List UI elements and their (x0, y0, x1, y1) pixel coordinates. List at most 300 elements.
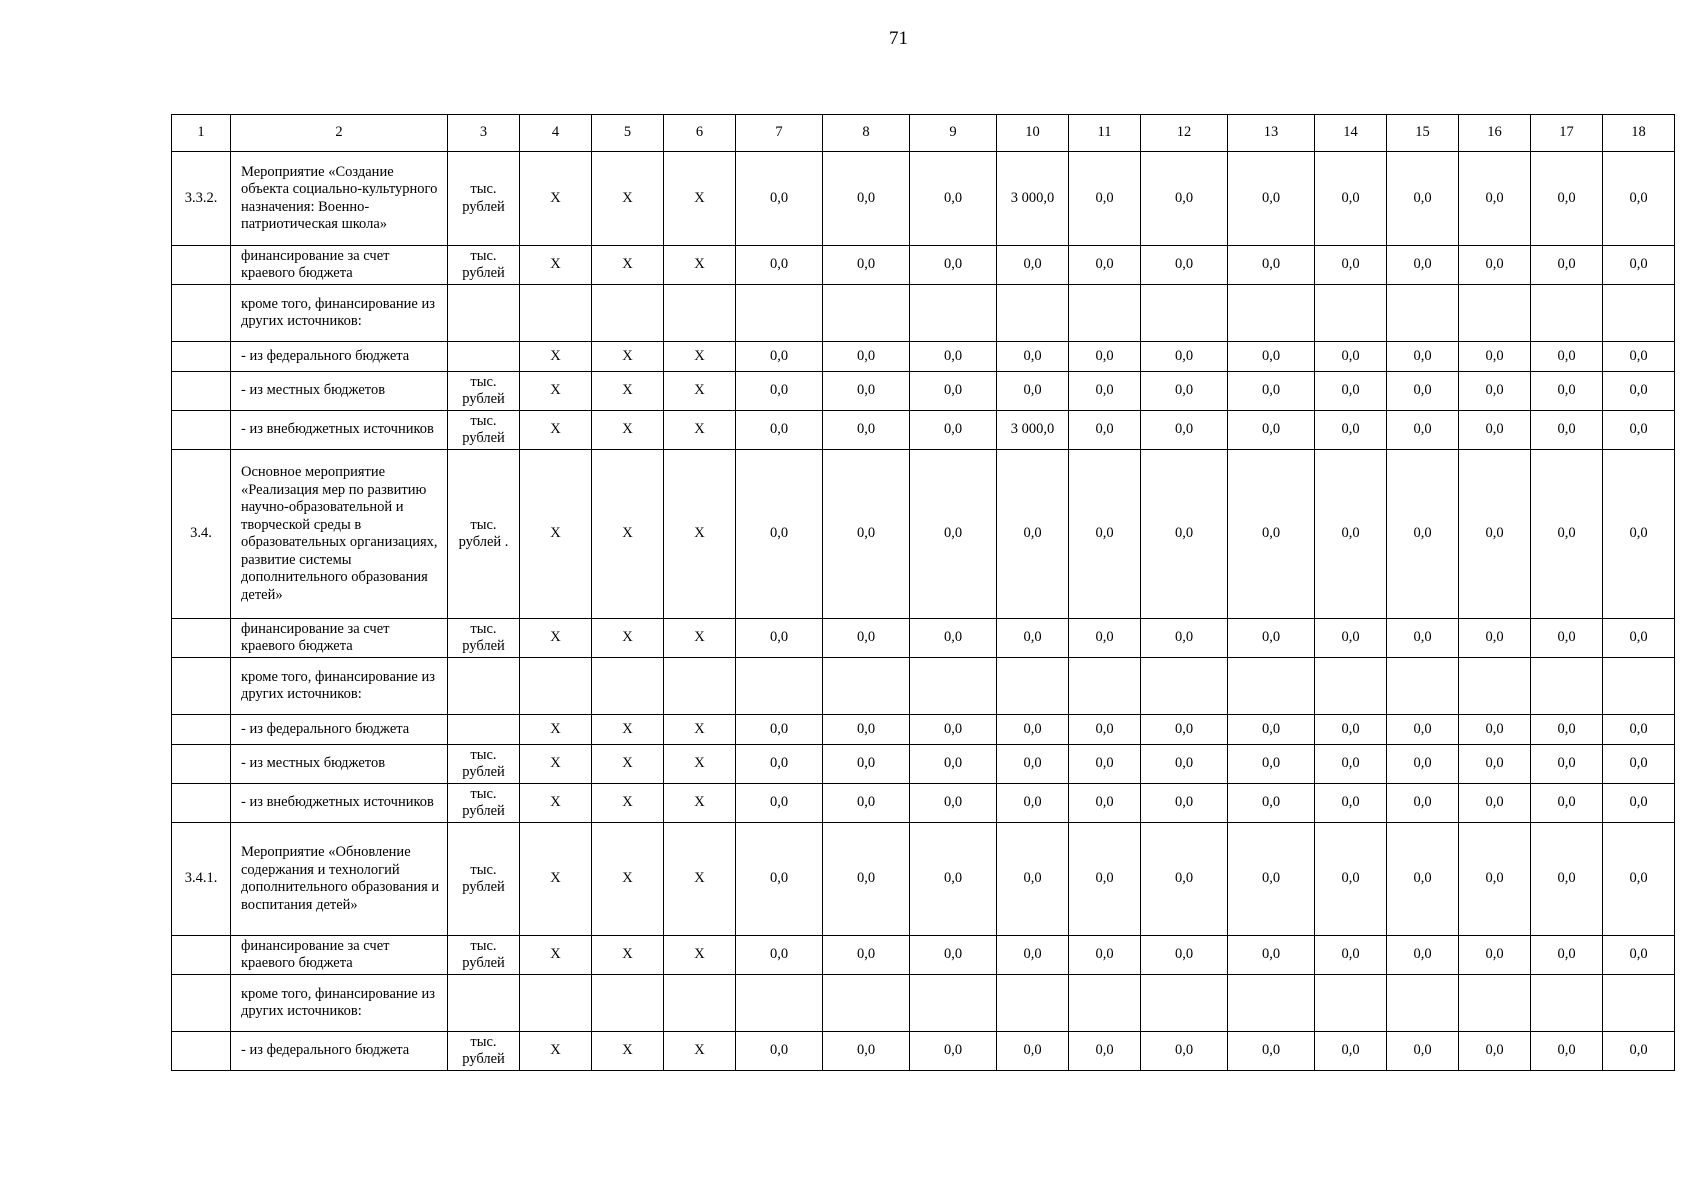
row-unit: тыс. рублей . (448, 450, 520, 619)
row-value-cell (664, 285, 736, 342)
row-value-cell: 0,0 (1069, 823, 1141, 936)
row-value-cell: 0,0 (1531, 823, 1603, 936)
table-body (172, 115, 1675, 1071)
row-value-cell: 0,0 (1315, 936, 1387, 975)
row-value-cell (1315, 285, 1387, 342)
row-value-cell (1531, 285, 1603, 342)
row-value-cell: 0,0 (1531, 784, 1603, 823)
row-value-cell (1141, 658, 1228, 715)
row-value-cell: 0,0 (736, 715, 823, 745)
row-value-cell (520, 285, 592, 342)
row-value-cell: 0,0 (1069, 450, 1141, 619)
row-value-cell: 0,0 (1459, 1032, 1531, 1071)
row-value-cell (1531, 658, 1603, 715)
row-value-cell (1228, 658, 1315, 715)
row-value-cell (520, 975, 592, 1032)
row-value-cell (823, 975, 910, 1032)
row-value-cell: 0,0 (1603, 450, 1675, 619)
row-unit: тыс. рублей (448, 411, 520, 450)
row-value-cell: 0,0 (1603, 619, 1675, 658)
column-header: 4 (520, 115, 592, 152)
column-header: 16 (1459, 115, 1531, 152)
row-name: Мероприятие «Создание объекта социально-культурного назначения: Военно-патриотическая школа» (231, 152, 448, 246)
row-value-cell: 0,0 (823, 411, 910, 450)
row-value-cell: 0,0 (1228, 823, 1315, 936)
row-value-cell (664, 975, 736, 1032)
row-value-cell: 0,0 (1228, 619, 1315, 658)
row-name: финансирование за счет краевого бюджета (231, 936, 448, 975)
row-value-cell: X (520, 246, 592, 285)
row-value-cell: 0,0 (1228, 1032, 1315, 1071)
row-value-cell: 0,0 (1228, 342, 1315, 372)
row-value-cell: X (520, 372, 592, 411)
row-code (172, 936, 231, 975)
row-code: 3.3.2. (172, 152, 231, 246)
row-value-cell: 0,0 (1069, 1032, 1141, 1071)
row-value-cell: 0,0 (1315, 619, 1387, 658)
row-unit: тыс. рублей (448, 745, 520, 784)
row-value-cell: 0,0 (1387, 246, 1459, 285)
row-unit: тыс. рублей (448, 152, 520, 246)
row-value-cell: 0,0 (1069, 784, 1141, 823)
row-value-cell: 0,0 (1315, 823, 1387, 936)
row-value-cell: X (664, 784, 736, 823)
row-value-cell: 0,0 (736, 246, 823, 285)
row-value-cell: X (664, 745, 736, 784)
column-header: 3 (448, 115, 520, 152)
row-value-cell: 0,0 (823, 936, 910, 975)
row-value-cell: 0,0 (997, 745, 1069, 784)
row-value-cell: 0,0 (1315, 450, 1387, 619)
row-value-cell: 0,0 (1387, 342, 1459, 372)
row-value-cell: 0,0 (1141, 372, 1228, 411)
table-row (172, 823, 1675, 936)
row-value-cell (1531, 975, 1603, 1032)
row-value-cell (1069, 975, 1141, 1032)
row-value-cell: 0,0 (736, 619, 823, 658)
row-value-cell: 0,0 (910, 450, 997, 619)
row-value-cell: X (520, 745, 592, 784)
row-value-cell: X (592, 342, 664, 372)
row-value-cell: 0,0 (1228, 936, 1315, 975)
column-header: 14 (1315, 115, 1387, 152)
row-value-cell: 0,0 (1141, 936, 1228, 975)
column-header: 13 (1228, 115, 1315, 152)
column-header: 11 (1069, 115, 1141, 152)
row-name: - из внебюджетных источников (231, 784, 448, 823)
row-value-cell: 0,0 (1228, 784, 1315, 823)
row-value-cell: 0,0 (823, 152, 910, 246)
row-value-cell: X (592, 784, 664, 823)
row-value-cell: 0,0 (823, 823, 910, 936)
row-value-cell: 0,0 (997, 342, 1069, 372)
row-value-cell: X (520, 411, 592, 450)
row-value-cell: X (664, 619, 736, 658)
row-code (172, 1032, 231, 1071)
row-name: - из федерального бюджета (231, 715, 448, 745)
row-name: финансирование за счет краевого бюджета (231, 619, 448, 658)
row-unit (448, 285, 520, 342)
row-value-cell: 0,0 (1459, 715, 1531, 745)
column-header: 8 (823, 115, 910, 152)
row-name: - из внебюджетных источников (231, 411, 448, 450)
row-value-cell: 0,0 (1069, 411, 1141, 450)
row-value-cell: X (520, 342, 592, 372)
row-value-cell (823, 658, 910, 715)
row-value-cell: 0,0 (1228, 411, 1315, 450)
row-value-cell: 0,0 (823, 342, 910, 372)
row-code (172, 285, 231, 342)
row-value-cell: 0,0 (997, 715, 1069, 745)
row-value-cell: 0,0 (1069, 619, 1141, 658)
row-value-cell: 0,0 (1531, 152, 1603, 246)
row-value-cell: 0,0 (736, 1032, 823, 1071)
row-value-cell: X (592, 715, 664, 745)
row-value-cell: 0,0 (997, 823, 1069, 936)
row-value-cell: 0,0 (1531, 372, 1603, 411)
row-value-cell: 0,0 (910, 246, 997, 285)
row-value-cell (910, 285, 997, 342)
column-header: 7 (736, 115, 823, 152)
row-value-cell: 0,0 (1141, 619, 1228, 658)
row-value-cell: 0,0 (997, 1032, 1069, 1071)
row-value-cell: 0,0 (997, 450, 1069, 619)
row-value-cell: 0,0 (1531, 342, 1603, 372)
column-header: 18 (1603, 115, 1675, 152)
table-row (172, 152, 1675, 246)
row-value-cell: X (520, 823, 592, 936)
row-value-cell: 0,0 (1228, 450, 1315, 619)
row-value-cell: 0,0 (736, 823, 823, 936)
row-value-cell: 0,0 (736, 342, 823, 372)
row-value-cell: X (592, 246, 664, 285)
row-code (172, 975, 231, 1032)
row-value-cell: 0,0 (1141, 246, 1228, 285)
row-value-cell: 0,0 (1141, 823, 1228, 936)
row-value-cell: 0,0 (1387, 411, 1459, 450)
row-value-cell: X (592, 450, 664, 619)
row-value-cell: X (520, 715, 592, 745)
row-code (172, 619, 231, 658)
row-value-cell: 0,0 (736, 784, 823, 823)
row-value-cell (736, 658, 823, 715)
row-value-cell: 0,0 (1387, 152, 1459, 246)
row-value-cell: 0,0 (1141, 450, 1228, 619)
row-value-cell (520, 658, 592, 715)
row-code (172, 784, 231, 823)
row-value-cell: 0,0 (823, 450, 910, 619)
row-value-cell: 0,0 (1387, 372, 1459, 411)
row-value-cell (736, 285, 823, 342)
table-row (172, 715, 1675, 745)
row-value-cell: 0,0 (1387, 745, 1459, 784)
row-value-cell: X (664, 715, 736, 745)
row-value-cell: X (592, 745, 664, 784)
row-value-cell: 0,0 (1603, 784, 1675, 823)
row-value-cell: 0,0 (1315, 1032, 1387, 1071)
table-row (172, 285, 1675, 342)
row-value-cell: 0,0 (1387, 936, 1459, 975)
row-value-cell: X (592, 619, 664, 658)
row-value-cell: 0,0 (910, 745, 997, 784)
row-code (172, 411, 231, 450)
row-value-cell: X (520, 936, 592, 975)
row-value-cell: 0,0 (1531, 936, 1603, 975)
row-value-cell (1459, 658, 1531, 715)
row-value-cell: 0,0 (1603, 152, 1675, 246)
row-value-cell (592, 285, 664, 342)
row-value-cell: 0,0 (1603, 936, 1675, 975)
row-value-cell (1315, 658, 1387, 715)
row-value-cell: 0,0 (1603, 823, 1675, 936)
row-value-cell: 0,0 (910, 1032, 997, 1071)
row-value-cell: 0,0 (1228, 246, 1315, 285)
row-value-cell: 0,0 (1387, 1032, 1459, 1071)
row-value-cell: 0,0 (1603, 246, 1675, 285)
row-value-cell: 0,0 (1141, 342, 1228, 372)
row-code: 3.4.1. (172, 823, 231, 936)
row-value-cell: X (664, 411, 736, 450)
row-value-cell: 0,0 (1459, 450, 1531, 619)
row-name: финансирование за счет краевого бюджета (231, 246, 448, 285)
row-value-cell (1141, 285, 1228, 342)
row-value-cell: 0,0 (1603, 715, 1675, 745)
row-value-cell: 0,0 (1603, 342, 1675, 372)
row-value-cell (736, 975, 823, 1032)
row-value-cell: 0,0 (910, 823, 997, 936)
row-value-cell: X (592, 936, 664, 975)
row-value-cell (1459, 975, 1531, 1032)
row-value-cell: 0,0 (823, 1032, 910, 1071)
row-value-cell: 0,0 (1603, 372, 1675, 411)
row-value-cell: 0,0 (997, 372, 1069, 411)
table-row (172, 1032, 1675, 1071)
table-row (172, 450, 1675, 619)
row-value-cell: X (664, 342, 736, 372)
row-value-cell (1069, 285, 1141, 342)
row-value-cell: 0,0 (823, 784, 910, 823)
column-header: 9 (910, 115, 997, 152)
row-value-cell (997, 658, 1069, 715)
row-unit: тыс. рублей (448, 372, 520, 411)
column-header: 1 (172, 115, 231, 152)
row-value-cell: 0,0 (910, 342, 997, 372)
row-value-cell (592, 975, 664, 1032)
row-value-cell: 0,0 (1228, 745, 1315, 784)
table-row (172, 658, 1675, 715)
row-name: - из федерального бюджета (231, 342, 448, 372)
row-value-cell: 0,0 (736, 936, 823, 975)
row-value-cell (1603, 285, 1675, 342)
row-name: кроме того, финансирование из других источников: (231, 658, 448, 715)
row-value-cell (1603, 658, 1675, 715)
row-value-cell: 0,0 (910, 619, 997, 658)
row-value-cell: X (592, 1032, 664, 1071)
row-value-cell: 0,0 (1228, 372, 1315, 411)
row-unit (448, 658, 520, 715)
row-value-cell: X (592, 152, 664, 246)
row-value-cell: 0,0 (1069, 745, 1141, 784)
row-value-cell: 0,0 (823, 246, 910, 285)
column-header: 5 (592, 115, 664, 152)
row-value-cell: 0,0 (910, 411, 997, 450)
row-value-cell: 0,0 (1069, 152, 1141, 246)
row-unit: тыс. рублей (448, 784, 520, 823)
page-number: 71 (889, 28, 908, 49)
row-value-cell: 0,0 (910, 936, 997, 975)
row-value-cell: 0,0 (1531, 715, 1603, 745)
row-value-cell: X (592, 372, 664, 411)
table-row (172, 246, 1675, 285)
row-value-cell (997, 975, 1069, 1032)
table-row (172, 936, 1675, 975)
row-value-cell: 0,0 (1141, 784, 1228, 823)
row-value-cell: 0,0 (1603, 1032, 1675, 1071)
row-value-cell (1387, 285, 1459, 342)
row-value-cell: 0,0 (1603, 745, 1675, 784)
table-row (172, 411, 1675, 450)
row-value-cell (1315, 975, 1387, 1032)
row-value-cell: X (520, 619, 592, 658)
column-header: 12 (1141, 115, 1228, 152)
row-value-cell: X (520, 1032, 592, 1071)
row-value-cell: 0,0 (1459, 784, 1531, 823)
row-code (172, 715, 231, 745)
row-value-cell: 0,0 (910, 372, 997, 411)
row-value-cell: 0,0 (1459, 246, 1531, 285)
row-value-cell: 0,0 (1387, 784, 1459, 823)
row-value-cell: 0,0 (1069, 715, 1141, 745)
row-unit (448, 715, 520, 745)
row-unit (448, 975, 520, 1032)
row-value-cell: 0,0 (1459, 619, 1531, 658)
row-value-cell: 0,0 (1228, 715, 1315, 745)
row-value-cell: 0,0 (1141, 411, 1228, 450)
row-value-cell: 0,0 (910, 784, 997, 823)
row-value-cell: 0,0 (1387, 715, 1459, 745)
row-value-cell: 0,0 (1315, 745, 1387, 784)
row-value-cell: 0,0 (1459, 411, 1531, 450)
row-code (172, 342, 231, 372)
row-value-cell: 0,0 (1531, 246, 1603, 285)
row-value-cell: 0,0 (1069, 936, 1141, 975)
row-name: кроме того, финансирование из других источников: (231, 285, 448, 342)
row-value-cell: 0,0 (736, 745, 823, 784)
row-value-cell: 0,0 (736, 152, 823, 246)
row-value-cell: 0,0 (1141, 715, 1228, 745)
row-value-cell: 0,0 (823, 745, 910, 784)
row-unit (448, 342, 520, 372)
row-value-cell: 0,0 (1387, 619, 1459, 658)
row-value-cell: X (664, 450, 736, 619)
row-value-cell: 0,0 (1228, 152, 1315, 246)
row-value-cell: 0,0 (1531, 745, 1603, 784)
table-row (172, 975, 1675, 1032)
row-value-cell (997, 285, 1069, 342)
row-value-cell: X (520, 784, 592, 823)
column-header: 6 (664, 115, 736, 152)
row-value-cell: X (664, 823, 736, 936)
column-header: 17 (1531, 115, 1603, 152)
table-row (172, 372, 1675, 411)
row-value-cell (1228, 285, 1315, 342)
column-header: 10 (997, 115, 1069, 152)
row-value-cell: 0,0 (1531, 450, 1603, 619)
row-value-cell: 0,0 (1315, 152, 1387, 246)
row-value-cell: 0,0 (1315, 372, 1387, 411)
row-value-cell: 0,0 (1459, 823, 1531, 936)
row-code (172, 372, 231, 411)
row-name: кроме того, финансирование из других источников: (231, 975, 448, 1032)
row-value-cell: 0,0 (1387, 823, 1459, 936)
row-value-cell: 0,0 (1531, 619, 1603, 658)
row-value-cell (1603, 975, 1675, 1032)
row-value-cell: 0,0 (1603, 411, 1675, 450)
row-value-cell: 0,0 (997, 784, 1069, 823)
row-value-cell: 3 000,0 (997, 411, 1069, 450)
row-name: Мероприятие «Обновление содержания и технологий дополнительного образования и воспитания детей» (231, 823, 448, 936)
column-header: 15 (1387, 115, 1459, 152)
row-value-cell (1459, 285, 1531, 342)
row-value-cell (1387, 658, 1459, 715)
row-value-cell (1069, 658, 1141, 715)
row-value-cell: 0,0 (823, 715, 910, 745)
row-value-cell: X (664, 246, 736, 285)
row-value-cell: 0,0 (1315, 715, 1387, 745)
row-value-cell: 0,0 (1531, 1032, 1603, 1071)
row-value-cell (910, 658, 997, 715)
row-value-cell: X (664, 1032, 736, 1071)
row-value-cell (1387, 975, 1459, 1032)
row-value-cell: 0,0 (1459, 745, 1531, 784)
row-value-cell: 0,0 (1069, 342, 1141, 372)
row-value-cell: 0,0 (1315, 246, 1387, 285)
row-value-cell: X (520, 152, 592, 246)
row-value-cell: 0,0 (1459, 936, 1531, 975)
budget-table (171, 114, 1675, 1071)
row-value-cell: 0,0 (736, 450, 823, 619)
header-row (172, 115, 1675, 152)
row-value-cell: 0,0 (1141, 1032, 1228, 1071)
row-unit: тыс. рублей (448, 1032, 520, 1071)
row-value-cell: 0,0 (736, 411, 823, 450)
row-value-cell: 0,0 (1315, 411, 1387, 450)
row-value-cell: 0,0 (1531, 411, 1603, 450)
row-code (172, 246, 231, 285)
row-value-cell: 0,0 (823, 372, 910, 411)
row-value-cell (664, 658, 736, 715)
row-name: - из местных бюджетов (231, 745, 448, 784)
row-unit: тыс. рублей (448, 246, 520, 285)
row-value-cell (1228, 975, 1315, 1032)
row-value-cell: 0,0 (823, 619, 910, 658)
row-value-cell: X (592, 411, 664, 450)
row-value-cell: 0,0 (1315, 342, 1387, 372)
row-unit: тыс. рублей (448, 936, 520, 975)
row-code (172, 658, 231, 715)
column-header: 2 (231, 115, 448, 152)
row-code: 3.4. (172, 450, 231, 619)
row-value-cell: X (592, 823, 664, 936)
table-row (172, 784, 1675, 823)
row-value-cell: 0,0 (997, 246, 1069, 285)
row-value-cell: 0,0 (1387, 450, 1459, 619)
row-value-cell: X (664, 372, 736, 411)
row-name: - из местных бюджетов (231, 372, 448, 411)
row-name: - из федерального бюджета (231, 1032, 448, 1071)
row-value-cell: X (520, 450, 592, 619)
row-value-cell: 0,0 (1459, 152, 1531, 246)
